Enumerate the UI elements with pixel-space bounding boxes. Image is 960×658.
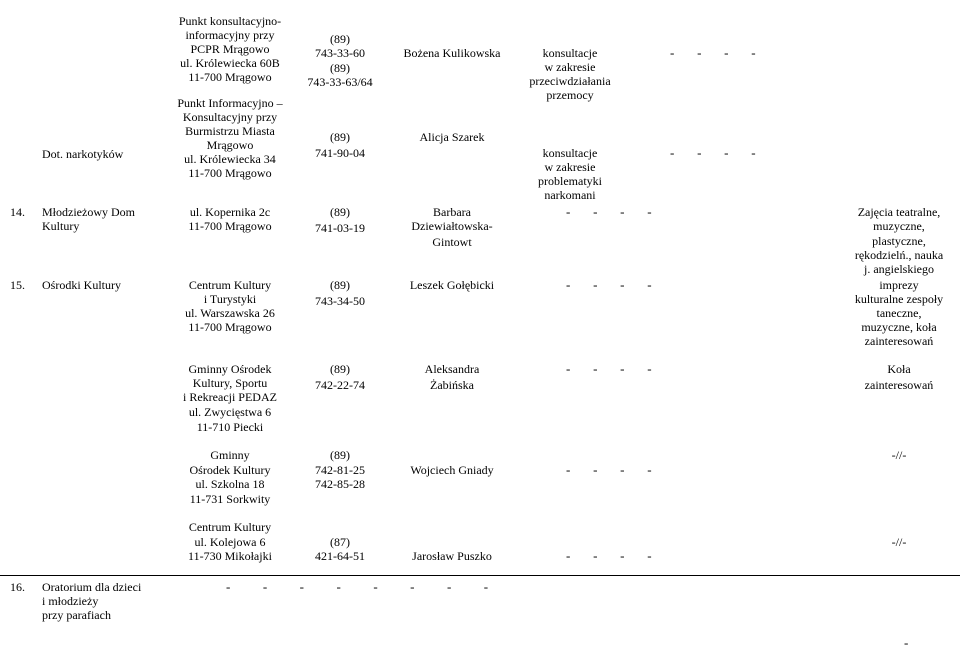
topic-przemoc-line2: w zakresie [544,60,596,74]
contact-barbara-line2: Dziewiałtowska- [411,219,493,233]
topic-narkomania-line2: w zakresie [544,160,596,174]
phone-punkt-konsultacyjny-line3: (89) [330,61,350,75]
institution-gminny-piecki-line5: 11-710 Piecki [196,420,264,434]
institution-punkt-konsultacyjny-line2: informacyjny przy [185,28,275,42]
row-number-14: 14. [10,205,25,219]
address-mlodziezowy-dom-line2: 11-700 Mrągowo [188,219,272,233]
institution-centrum-mikolajki-line3: 11-730 Mikołajki [188,549,272,563]
institution-punkt-informacyjny-line2: Konsultacyjny przy [182,110,278,124]
contact-aleksandra-zabinska-line1: Aleksandra [424,362,480,376]
dashes-punkt-konsultacyjny: - - - - [670,45,756,60]
institution-centrum-mikolajki-line1: Centrum Kultury [188,520,272,534]
topic-narkomania-line3: problematyki [538,174,602,188]
phone-centrum-mikolajki-line2: 421-64-51 [315,549,365,563]
phone-gminny-sorkwity-line2: 742-81-25 [315,463,365,477]
phone-gminny-sorkwity-line1: (89) [330,448,350,462]
phone-centrum-kultury-mragowo-line2: 743-34-50 [315,294,365,308]
institution-punkt-konsultacyjny-line5: 11-700 Mrągowo [188,70,272,84]
dashes-oratorium: - - - - - - - - [226,579,489,594]
institution-centrum-kultury-mragowo-line3: ul. Warszawska 26 [185,306,275,320]
contact-aleksandra-zabinska-line2: Żabińska [430,378,474,392]
row-name-oratorium-line3: przy parafiach [42,608,111,622]
institution-punkt-konsultacyjny-line3: PCPR Mrągowo [190,42,270,56]
institution-punkt-informacyjny-line1: Punkt Informacyjno – [177,96,283,110]
row-number-16: 16. [10,580,25,594]
row-name-oratorium-line1: Oratorium dla dzieci [42,580,142,594]
activities-centrum-kultury-mragowo-line4: muzyczne, koła [861,320,937,334]
phone-punkt-informacyjny-line1: (89) [330,130,350,144]
dashes-centrum-mikolajki: - - - - [566,548,652,563]
institution-punkt-informacyjny-line5: ul. Królewiecka 34 [184,152,276,166]
institution-gminny-sorkwity-line3: ul. Szkolna 18 [195,477,265,491]
activities-gminny-piecki-line2: zainteresowań [864,378,934,392]
dashes-centrum-kultury-mragowo: - - - - [566,277,652,292]
institution-gminny-piecki-line4: ul. Zwycięstwa 6 [188,405,272,419]
contact-wojciech-gniady: Wojciech Gniady [410,463,494,477]
row-name-mlodziezowy-dom-line1: Młodzieżowy Dom [42,205,135,219]
phone-centrum-kultury-mragowo-line1: (89) [330,278,350,292]
phone-mlodziezowy-dom-line2: 741-03-19 [315,221,365,235]
institution-punkt-informacyjny-line4: Mrągowo [206,138,254,152]
dashes-gminny-sorkwity: - - - - [566,462,652,477]
activities-mlodziezowy-dom-line5: j. angielskiego [864,262,934,276]
institution-punkt-informacyjny-line6: 11-700 Mrągowo [188,166,272,180]
contact-alicja-szarek: Alicja Szarek [419,130,485,144]
topic-przemoc-line3: przeciwdziałania [529,74,611,88]
institution-punkt-konsultacyjny-line1: Punkt konsultacyjno- [178,14,282,28]
activities-centrum-kultury-mragowo-line2: kulturalne zespoły [854,292,944,306]
contact-jaroslaw-puszko: Jarosław Puszko [412,549,492,563]
contact-barbara-line1: Barbara [433,205,471,219]
institution-gminny-piecki-line3: i Rekreacji PEDAZ [183,390,277,404]
topic-narkomania-line1: konsultacje [542,146,598,160]
activities-mlodziezowy-dom-line3: plastyczne, [872,234,926,248]
phone-gminny-piecki-line1: (89) [330,362,350,376]
institution-centrum-kultury-mragowo-line1: Centrum Kultury [188,278,272,292]
contact-leszek-golebicki: Leszek Gołębicki [409,278,495,292]
institution-gminny-piecki-line1: Gminny Ośrodek [188,362,272,376]
institution-centrum-kultury-mragowo-line2: i Turystyki [203,292,257,306]
institution-gminny-sorkwity-line2: Ośrodek Kultury [189,463,271,477]
phone-punkt-informacyjny-line2: 741-90-04 [315,146,365,160]
institution-gminny-piecki-line2: Kultury, Sportu [192,376,268,390]
institution-gminny-sorkwity-line1: Gminny [210,448,250,462]
phone-punkt-konsultacyjny-line2: 743-33-60 [315,46,365,60]
row-name-oratorium-line2: i młodzieży [42,594,99,608]
activities-centrum-kultury-mragowo-line3: taneczne, [876,306,922,320]
activities-centrum-kultury-mragowo-line5: zainteresowań [864,334,934,348]
activities-mlodziezowy-dom-line1: Zajęcia teatralne, [857,205,941,219]
institution-centrum-mikolajki-line2: ul. Kolejowa 6 [194,535,266,549]
phone-gminny-piecki-line2: 742-22-74 [315,378,365,392]
activities-mlodziezowy-dom-line4: rękodzielń., nauka [854,248,944,262]
phone-centrum-mikolajki-line1: (87) [330,535,350,549]
activities-centrum-kultury-mragowo-line1: imprezy [879,278,919,292]
table-divider-row16 [0,575,960,576]
address-mlodziezowy-dom-line1: ul. Kopernika 2c [189,205,271,219]
contact-barbara-line3: Gintowt [432,235,472,249]
phone-punkt-konsultacyjny-line1: (89) [330,32,350,46]
end-dash: - [904,635,909,650]
row-label-dot-narkotykow: Dot. narkotyków [42,147,124,161]
institution-punkt-konsultacyjny-line4: ul. Królewiecka 60B [180,56,280,70]
institution-centrum-kultury-mragowo-line4: 11-700 Mrągowo [188,320,272,334]
row-number-15: 15. [10,278,25,292]
dashes-mlodziezowy-dom: - - - - [566,204,652,219]
topic-przemoc-line1: konsultacje [542,46,598,60]
activities-mlodziezowy-dom-line2: muzyczne, [873,219,925,233]
row-name-osrodki-kultury: Ośrodki Kultury [42,278,121,292]
institution-punkt-informacyjny-line3: Burmistrzu Miasta [185,124,275,138]
dashes-gminny-piecki: - - - - [566,361,652,376]
phone-mlodziezowy-dom-line1: (89) [330,205,350,219]
phone-punkt-konsultacyjny-line4: 743-33-63/64 [307,75,373,89]
topic-narkomania-line4: narkomani [544,188,596,202]
activities-centrum-mikolajki: -//- [891,535,907,549]
phone-gminny-sorkwity-line3: 742-85-28 [315,477,365,491]
activities-gminny-piecki-line1: Koła [887,362,911,376]
topic-przemoc-line4: przemocy [546,88,594,102]
row-name-mlodziezowy-dom-line2: Kultury [42,219,80,233]
contact-bozena-kulikowska: Bożena Kulikowska [403,46,501,60]
activities-gminny-sorkwity: -//- [891,448,907,462]
dashes-punkt-informacyjny: - - - - [670,145,756,160]
institution-gminny-sorkwity-line4: 11-731 Sorkwity [189,492,271,506]
